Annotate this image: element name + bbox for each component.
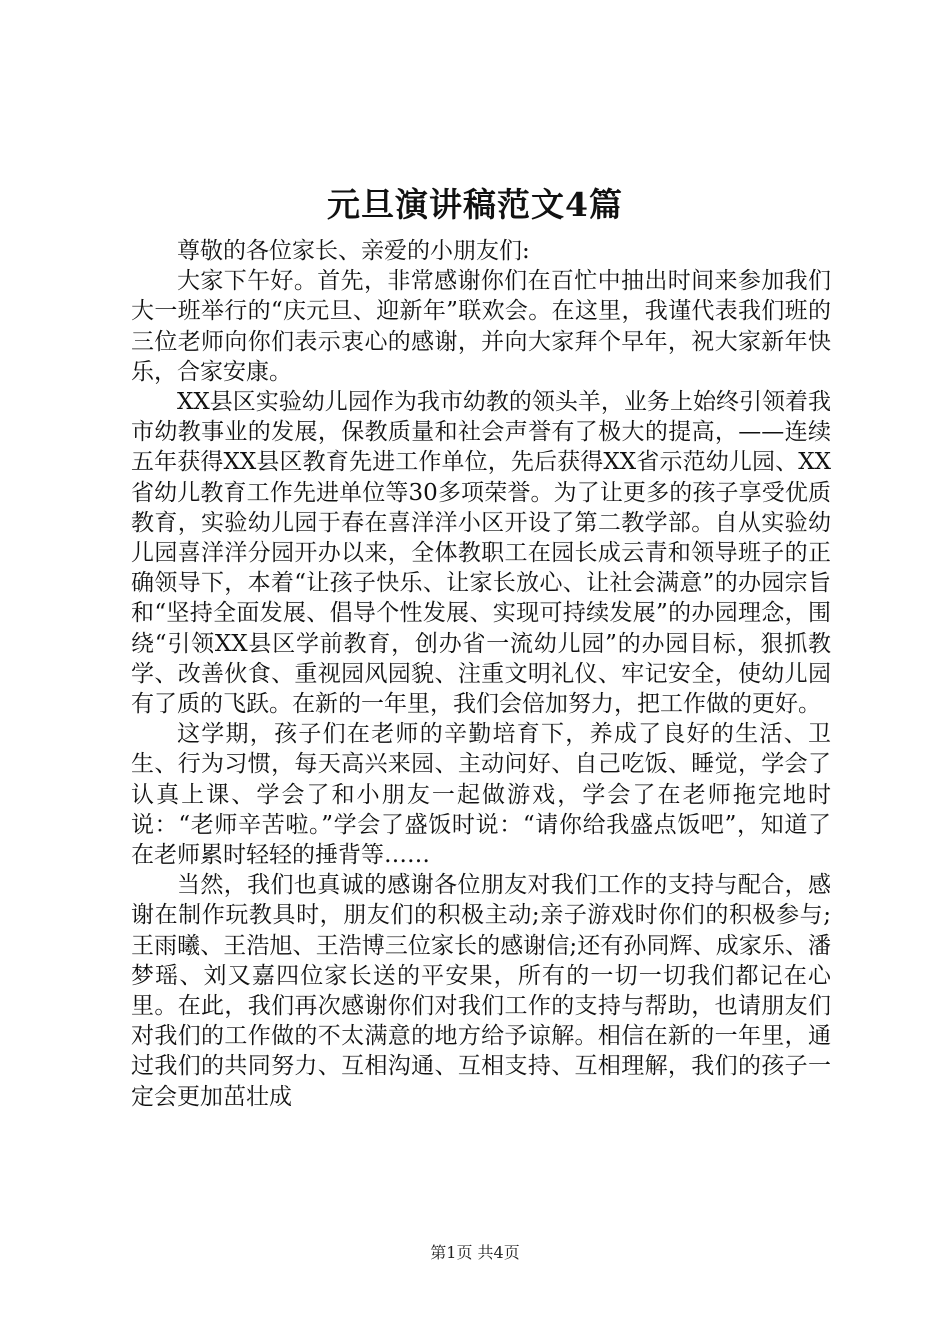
document-body (131, 236, 831, 1112)
body-paragraph: 这学期，孩子们在老师的辛勤培育下，养成了良好的生活、卫生、行为习惯，每天高兴来园、主动问好、自己吃饭、睡觉，学会了认真上课、学会了和小朋友一起做游戏，学会了在老师拖完地时说：“老师辛苦啦。”学会了盛饭时说：“请你给我盛点饭吧”，知道了在老师累时轻轻的捶背等…… (131, 721, 831, 869)
body-paragraph: XX县区实验幼儿园作为我市幼教的领头羊，业务上始终引领着我市幼教事业的发展，保教质量和社会声誉有了极大的提高，——连续五年获得XX县区教育先进工作单位，先后获得XX省示范幼儿园、XX省幼儿教育工作先进单位等30多项荣誉。为了让更多的孩子享受优质教育，实验幼儿园于春在喜洋洋小区开设了第二教学部。自从实验幼儿园喜洋洋分园开办以来，全体教职工在园长成云青和领导班子的正确领导下，本着“让孩子快乐、让家长放心、让社会满意”的办园宗旨和“坚持全面发展、倡导个性发展、实现可持续发展”的办园理念，围绕“引领XX县区学前教育，创办省一流幼儿园”的办园目标，狠抓教学、改善伙食、重视园风园貌、注重文明礼仪、牢记安全，使幼儿园有了质的飞跃。在新的一年里，我们会倍加努力，把工作做的更好。 (131, 389, 831, 718)
document-title: 元旦演讲稿范文4篇 (327, 185, 623, 224)
body-paragraph: 大家下午好。首先，非常感谢你们在百忙中抽出时间来参加我们大一班举行的“庆元旦、迎新年”联欢会。在这里，我谨代表我们班的三位老师向你们表示衷心的感谢，并向大家拜个早年，祝大家新年快乐，合家安康。 (131, 268, 831, 385)
body-paragraph: 当然，我们也真诚的感谢各位朋友对我们工作的支持与配合，感谢在制作玩教具时，朋友们的积极主动;亲子游戏时你们的积极参与;王雨曦、王浩旭、王浩博三位家长的感谢信;还有孙同辉、成家乐、潘梦瑶、刘又嘉四位家长送的平安果，所有的一切一切我们都记在心里。在此，我们再次感谢你们对我们工作的支持与帮助，也请朋友们对我们的工作做的不太满意的地方给予谅解。相信在新的一年里，通过我们的共同努力、互相沟通、互相支持、互相理解，我们的孩子一定会更加茁壮成 (131, 872, 831, 1110)
salutation-paragraph: 尊敬的各位家长、亲爱的小朋友们: (177, 238, 530, 264)
page-footer: 第1页 共4页 (430, 1243, 520, 1262)
